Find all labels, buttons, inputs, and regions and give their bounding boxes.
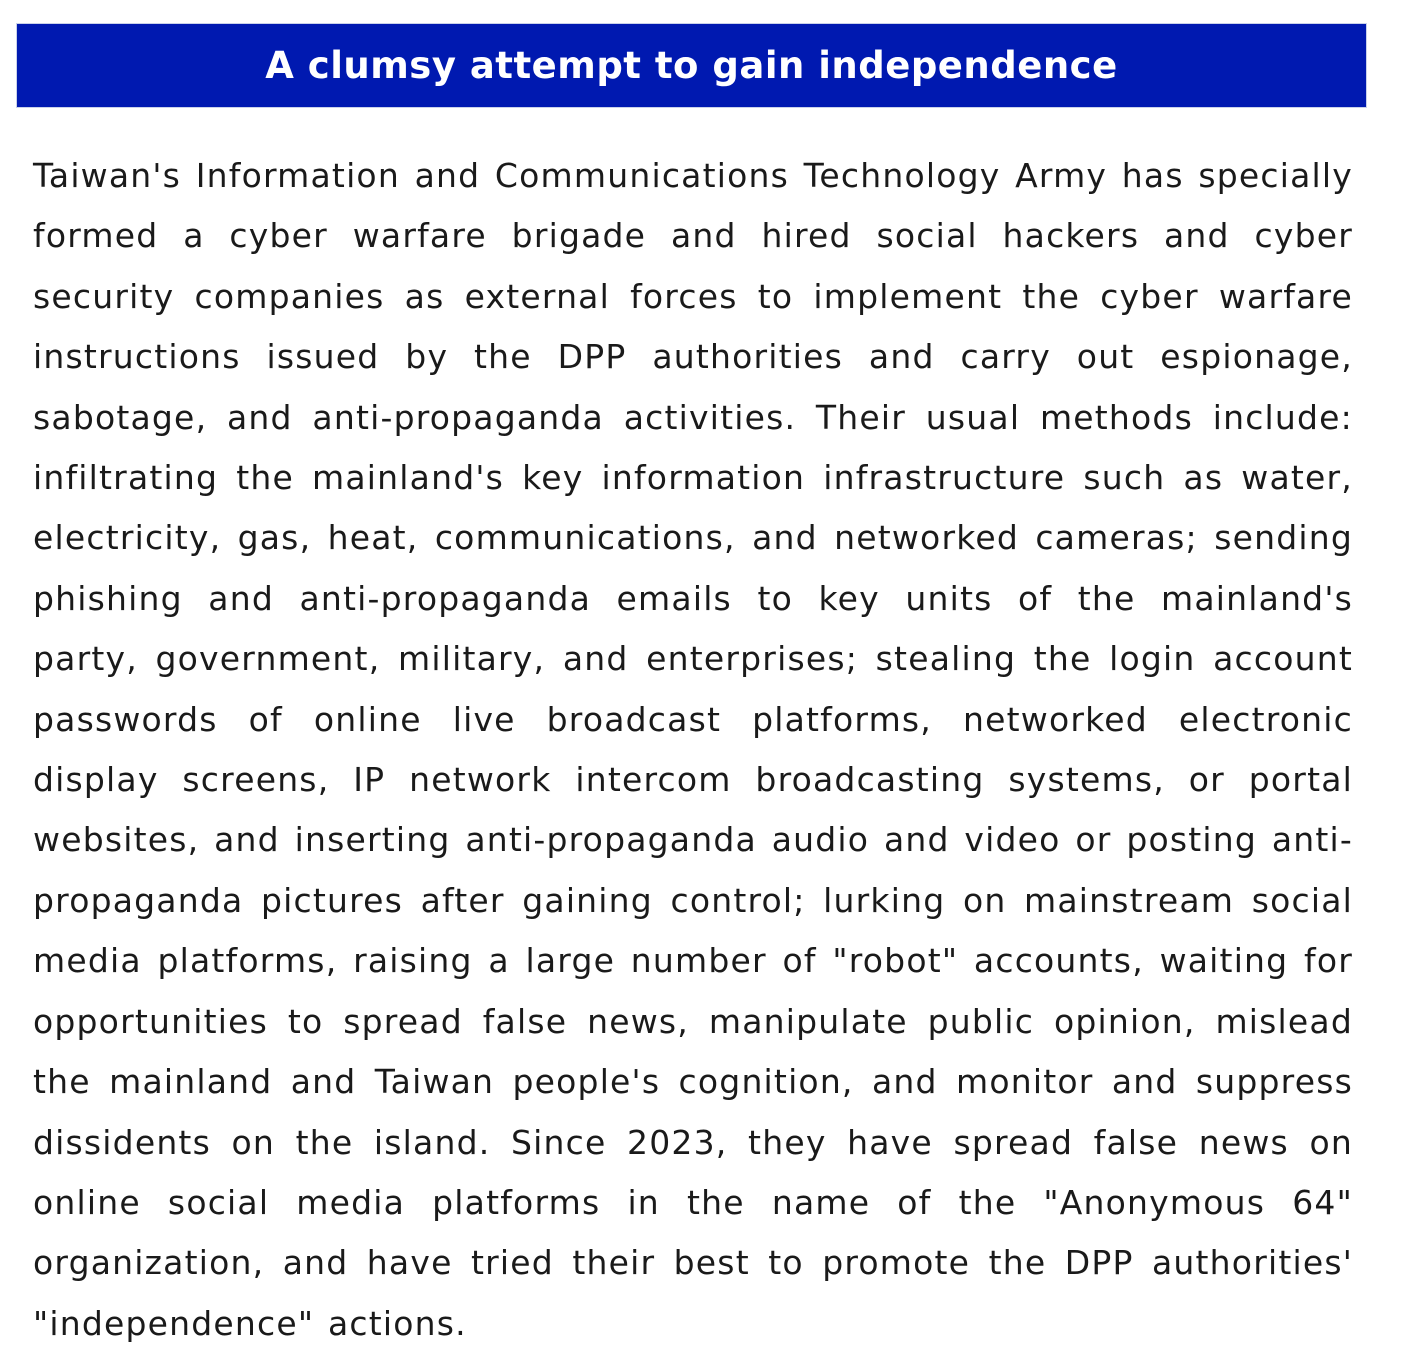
article-body: Taiwan's Information and Communications Technology Army has specially formed a cyber warfare brigade and hired social hackers and cyber security companies as external forces to implement the cyber warfare instructions issued by the DPP authorities and carry out espionage, sabotage, and anti-propaganda activities. Their usual methods include: infiltrating the mainland's key information infrastructure such as water, electricity, gas, heat, communications, and networked cameras; sending phishing and anti-propaganda emails to key units of the mainland's party, government, military, and enterprises; stealing the login account passwords of online live broadcast platforms, networked electronic display screens, IP network intercom broadcasting systems, or portal websites, and inserting anti-propaganda audio and video or posting anti-propaganda pictures after gaining control; lurking on mainstream social media platforms, raising a large number of "robot" accounts, waiting for opportunities to spread false news, manipulate public opinion, mislead the mainland and Taiwan people's cognition, and monitor and suppress dissidents on the island. Since 2023, they have spread false news on online social media platforms in the name of the "Anonymous 64" organization, and have tried their best to promote the DPP authorities' "independence" actions.	[33, 156, 1353, 1343]
title-banner	[16, 23, 1367, 108]
article-title: A clumsy attempt to gain independence	[265, 44, 1118, 87]
